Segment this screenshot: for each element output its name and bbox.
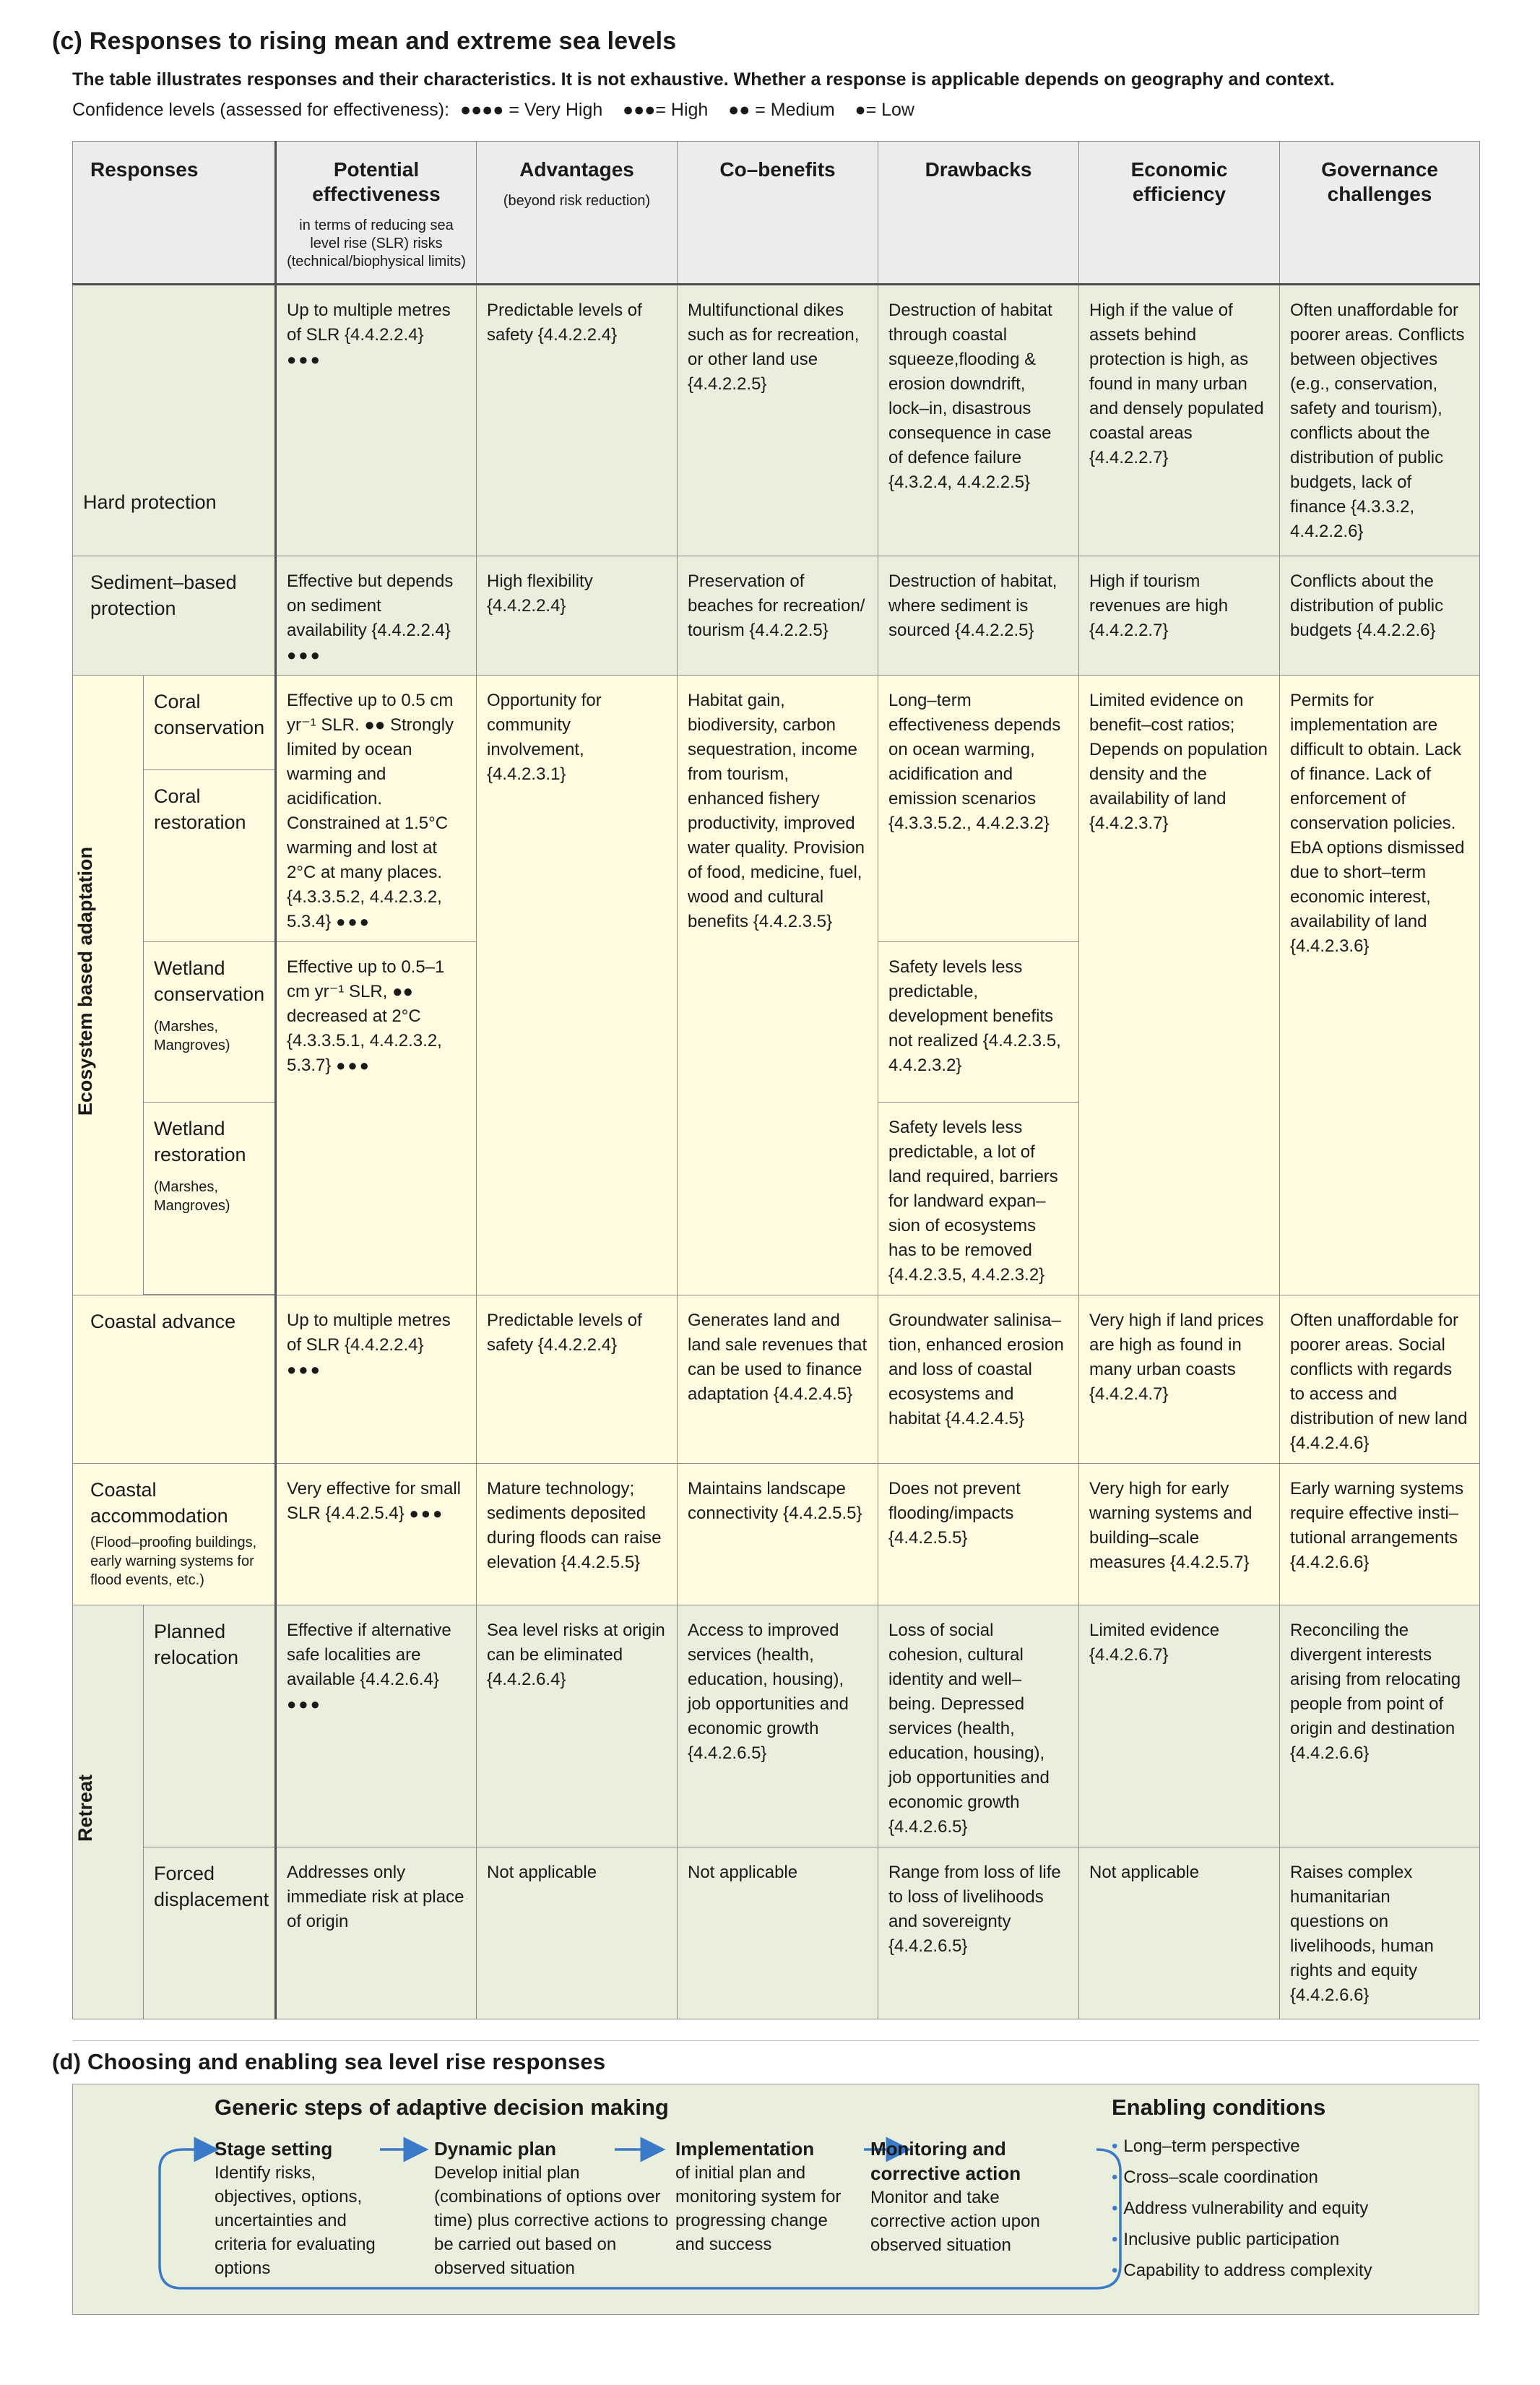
row-label-planned-relocation: Planned relocation — [144, 1605, 276, 1847]
cell-eba-cobenefits: Habitat gain, biodiversity, carbon sequestration, income from tourism, enhanced fishery productivity, improved water quality. Provision of food, medicine, fuel, wood and cultural benefits {4.4.2.3.5} — [678, 676, 878, 1295]
relocation-effectiveness-text: Effective if alternative safe localities are available {4.4.2.6.4} — [287, 1621, 451, 1689]
cell-accommodation-economic: Very high for early warning systems and building–scale measures {4.4.2.5.7} — [1079, 1464, 1280, 1605]
cell-hard-cobenefits: Multifunctional dikes such as for recreation, or other land use {4.4.2.2.5} — [678, 285, 878, 556]
row-label-coral-conservation: Coral conservation — [144, 676, 276, 770]
confidence-label: Confidence levels (assessed for effectiveness): — [72, 100, 450, 120]
cell-relocation-drawbacks: Loss of social cohesion, cultural identity and well–being. Depressed services (health, education, housing), job opportunities and economic growth {4.4.2.6.5} — [878, 1605, 1079, 1847]
eba-label-text: Ecosystem based adaptation — [74, 847, 96, 1116]
header-effectiveness-label: Potential effectiveness — [312, 158, 441, 205]
header-effectiveness — [276, 142, 477, 285]
confidence-dots: ●●● — [287, 1360, 322, 1379]
cell-displacement-effectiveness: Addresses only immediate risk at place of origin — [276, 1847, 477, 2019]
table-row-coastal-accommodation — [73, 1464, 1480, 1605]
wetland-restoration-sub: (Marshes, Mangroves) — [154, 1179, 230, 1214]
cell-hard-drawbacks: Destruction of habitat through coastal squeeze,flooding & erosion downdrift, lock–in, disastrous consequence in case of defence failure {4.3.2.4, 4.4.2.2.5} — [878, 285, 1079, 556]
table-row-coral-conservation — [73, 676, 1480, 770]
advance-effectiveness-text: Up to multiple metres of SLR {4.4.2.2.4} — [287, 1311, 451, 1355]
list-item: • Long–term perspective — [1112, 2131, 1372, 2162]
cell-sediment-cobenefits: Preservation of beaches for recreation/ tourism {4.4.2.2.5} — [678, 556, 878, 676]
cell-relocation-governance: Reconciling the divergent interests arising from relocating people from point of origin and destination {4.4.2.6.6} — [1280, 1605, 1480, 1847]
confidence-dots: ●●● — [336, 1056, 371, 1074]
confidence-dots: ●●● — [287, 646, 322, 664]
row-label-coastal-accommodation — [73, 1464, 276, 1605]
table-header-row — [73, 142, 1480, 285]
row-label-forced-displacement: Forced displacement — [144, 1847, 276, 2019]
steps-heading: Generic steps of adaptive decision making — [215, 2095, 669, 2120]
wetland-conservation-sub: (Marshes, Mangroves) — [154, 1019, 230, 1053]
header-advantages — [477, 142, 678, 285]
cell-advance-drawbacks: Groundwater salinisa–tion, enhanced erosion and loss of coastal ecosystems and habitat {4.4.2.4.5} — [878, 1295, 1079, 1464]
header-economic: Economic efficiency — [1079, 142, 1280, 285]
accommodation-sub: (Flood–proofing buildings, early warning systems for flood events, etc.) — [90, 1535, 257, 1588]
step-implementation — [675, 2136, 856, 2256]
responses-table — [72, 141, 1480, 2019]
cell-displacement-advantages: Not applicable — [477, 1847, 678, 2019]
hard-effectiveness-text: Up to multiple metres of SLR {4.4.2.2.4} — [287, 301, 451, 345]
cell-advance-cobenefits: Generates land and land sale revenues that can be used to finance adaptation {4.4.2.4.5} — [678, 1295, 878, 1464]
cell-displacement-cobenefits: Not applicable — [678, 1847, 878, 2019]
list-item: • Inclusive public participation — [1112, 2224, 1372, 2255]
step-stage-setting — [215, 2136, 388, 2280]
cell-wetland-effectiveness — [276, 942, 477, 1295]
cell-advance-governance: Often unaffordable for poorer areas. Social conflicts with regards to access and distribution of new land {4.4.2.4.6} — [1280, 1295, 1480, 1464]
table-row-planned-relocation — [73, 1605, 1480, 1847]
header-advantages-sub: (beyond risk reduction) — [503, 193, 651, 209]
row-label-sediment-protection: Sediment–based protection — [73, 556, 276, 676]
accommodation-effectiveness-text: Very effective for small SLR {4.4.2.5.4} — [287, 1479, 461, 1523]
wetland-restoration-label: Wetland restoration — [154, 1118, 246, 1165]
cell-eba-economic: Limited evidence on benefit–cost ratios; Depends on population density and the availability of land {4.4.2.3.7} — [1079, 676, 1280, 1295]
header-effectiveness-sub: in terms of reducing sea level rise (SLR) risks (technical/biophysical limits) — [287, 217, 466, 269]
step-title: Implementation — [675, 2138, 815, 2160]
header-cobenefits: Co–benefits — [678, 142, 878, 285]
cell-hard-effectiveness — [276, 285, 477, 556]
cell-advance-advantages: Predictable levels of safety {4.4.2.2.4} — [477, 1295, 678, 1464]
cell-accommodation-governance: Early warning systems require effective insti–tutional arrangements {4.4.2.6.6} — [1280, 1464, 1480, 1605]
cell-relocation-advantages: Sea level risks at origin can be eliminated {4.4.2.6.4} — [477, 1605, 678, 1847]
wetland-effectiveness-text: Effective up to 0.5–1 cm yr⁻¹ SLR, ●● decreased at 2°C {4.3.3.5.1, 4.4.2.3.2, 5.3.7} — [287, 957, 445, 1075]
coral-effectiveness-text: Effective up to 0.5 cm yr⁻¹ SLR. ●● Strongly limited by ocean warming and acidification. Constrained at 1.5°C warming and lost at 2°C at many places. {4.3.3.5.2, 4.4.2.3.2, 5.3.4} — [287, 691, 454, 931]
cell-sediment-advantages: High flexibility {4.4.2.2.4} — [477, 556, 678, 676]
cell-wetland-conservation-drawbacks: Safety levels less predictable, development benefits not realized {4.4.2.3.5, 4.4.2.3.2} — [878, 942, 1079, 1103]
table-row-sediment-protection — [73, 556, 1480, 676]
group-label-eba — [73, 676, 144, 1295]
cell-advance-effectiveness — [276, 1295, 477, 1464]
cell-sediment-drawbacks: Destruction of habitat, where sediment is sourced {4.4.2.2.5} — [878, 556, 1079, 676]
confidence-levels: ●●●● = Very High ●●●= High ●● = Medium ●= Low — [459, 100, 914, 120]
cell-hard-economic: High if the value of assets behind protection is high, as found in many urban and densely populated coastal areas {4.4.2.2.7} — [1079, 285, 1280, 556]
row-label-coastal-advance: Coastal advance — [73, 1295, 276, 1464]
section-c-title: (c) Responses to rising mean and extreme sea levels — [52, 27, 677, 55]
cell-sediment-effectiveness — [276, 556, 477, 676]
cell-relocation-economic: Limited evidence {4.4.2.6.7} — [1079, 1605, 1280, 1847]
cell-sediment-governance: Conflicts about the distribution of public budgets {4.4.2.2.6} — [1280, 556, 1480, 676]
step-monitoring — [870, 2136, 1073, 2257]
header-responses: Responses — [73, 142, 276, 285]
step-text: of initial plan and monitoring system for progressing change and success — [675, 2163, 842, 2254]
cell-relocation-cobenefits: Access to improved services (health, education, housing), job opportunities and economic growth {4.4.2.6.5} — [678, 1605, 878, 1847]
step-text: Identify risks, objectives, options, uncertainties and criteria for evaluating options — [215, 2163, 376, 2278]
row-label-wetland-restoration — [144, 1103, 276, 1295]
row-label-coral-restoration: Coral restoration — [144, 769, 276, 941]
cell-eba-governance: Permits for implementation are difficult to obtain. Lack of finance. Lack of enforcement of conservation policies. EbA options dismissed due to short–term economic interest, availability of land {4.4.2.3.6} — [1280, 676, 1480, 1295]
wetland-conservation-label: Wetland conservation — [154, 957, 265, 1005]
cell-relocation-effectiveness — [276, 1605, 477, 1847]
step-title: Monitoring and corrective action — [870, 2138, 1021, 2184]
confidence-legend — [72, 100, 914, 121]
confidence-dots: ●●● — [336, 913, 371, 931]
sediment-effectiveness-text: Effective but depends on sediment availability {4.4.2.2.4} — [287, 572, 454, 640]
section-divider — [72, 2040, 1479, 2041]
cell-wetland-restoration-drawbacks: Safety levels less predictable, a lot of land required, barriers for landward expan–sion of ecosystems has to be removed {4.4.2.3.5, 4.4.2.3.2} — [878, 1103, 1079, 1295]
step-title: Dynamic plan — [434, 2138, 557, 2160]
table-row-hard-protection — [73, 285, 1480, 556]
table-row-forced-displacement — [73, 1847, 1480, 2019]
cell-hard-advantages: Predictable levels of safety {4.4.2.2.4} — [477, 285, 678, 556]
enabling-list — [1112, 2131, 1372, 2286]
header-governance: Governance challenges — [1280, 142, 1480, 285]
header-advantages-label: Advantages — [519, 158, 634, 181]
section-d-title: (d) Choosing and enabling sea level rise responses — [52, 2049, 606, 2074]
step-text: Develop initial plan (combinations of options over time) plus corrective actions to be carried out based on observed situation — [434, 2163, 669, 2278]
cell-accommodation-cobenefits: Maintains landscape connectivity {4.4.2.5.5} — [678, 1464, 878, 1605]
cell-advance-economic: Very high if land prices are high as found in many urban coasts {4.4.2.4.7} — [1079, 1295, 1280, 1464]
confidence-dots: ●●● — [287, 350, 322, 368]
step-text: Monitor and take corrective action upon observed situation — [870, 2188, 1040, 2255]
decision-making-box — [72, 2084, 1479, 2315]
accommodation-label: Coastal accommodation — [90, 1479, 228, 1527]
cell-eba-advantages: Opportunity for community involvement, {4.4.2.3.1} — [477, 676, 678, 1295]
cell-accommodation-drawbacks: Does not prevent flooding/impacts {4.4.2.5.5} — [878, 1464, 1079, 1605]
cell-coral-drawbacks: Long–term effectiveness depends on ocean warming, acidification and emission scenarios {4.3.3.5.2., 4.4.2.3.2} — [878, 676, 1079, 942]
list-item: • Address vulnerability and equity — [1112, 2193, 1372, 2224]
retreat-label-text: Retreat — [74, 1774, 96, 1842]
cell-displacement-economic: Not applicable — [1079, 1847, 1280, 2019]
confidence-dots: ●●● — [287, 1695, 322, 1713]
header-drawbacks: Drawbacks — [878, 142, 1079, 285]
cell-hard-governance: Often unaffordable for poorer areas. Conflicts between objectives (e.g., conservation, safety and tourism), conflicts about the distribution of public budgets, lack of finance {4.3.3.2, 4.4.2.2.6} — [1280, 285, 1480, 556]
step-dynamic-plan — [434, 2136, 672, 2280]
list-item: • Capability to address complexity — [1112, 2255, 1372, 2286]
confidence-dots: ●●● — [409, 1504, 445, 1522]
enabling-heading: Enabling conditions — [1112, 2095, 1326, 2120]
step-title: Stage setting — [215, 2138, 333, 2160]
cell-displacement-governance: Raises complex humanitarian questions on livelihoods, human rights and equity {4.4.2.6.6} — [1280, 1847, 1480, 2019]
cell-coral-effectiveness — [276, 676, 477, 942]
group-label-retreat — [73, 1605, 144, 2019]
cell-accommodation-effectiveness — [276, 1464, 477, 1605]
cell-sediment-economic: High if tourism revenues are high {4.4.2.2.7} — [1079, 556, 1280, 676]
section-c-intro: The table illustrates responses and their characteristics. It is not exhaustive. Whether a response is applicable depends on geography and context. — [72, 69, 1335, 90]
list-item: • Cross–scale coordination — [1112, 2162, 1372, 2193]
row-label-wetland-conservation — [144, 942, 276, 1103]
row-label-hard-protection: Hard protection — [73, 285, 276, 556]
cell-displacement-drawbacks: Range from loss of life to loss of livelihoods and sovereignty {4.4.2.6.5} — [878, 1847, 1079, 2019]
table-row-coastal-advance — [73, 1295, 1480, 1464]
cell-accommodation-advantages: Mature technology; sediments deposited during floods can raise elevation {4.4.2.5.5} — [477, 1464, 678, 1605]
